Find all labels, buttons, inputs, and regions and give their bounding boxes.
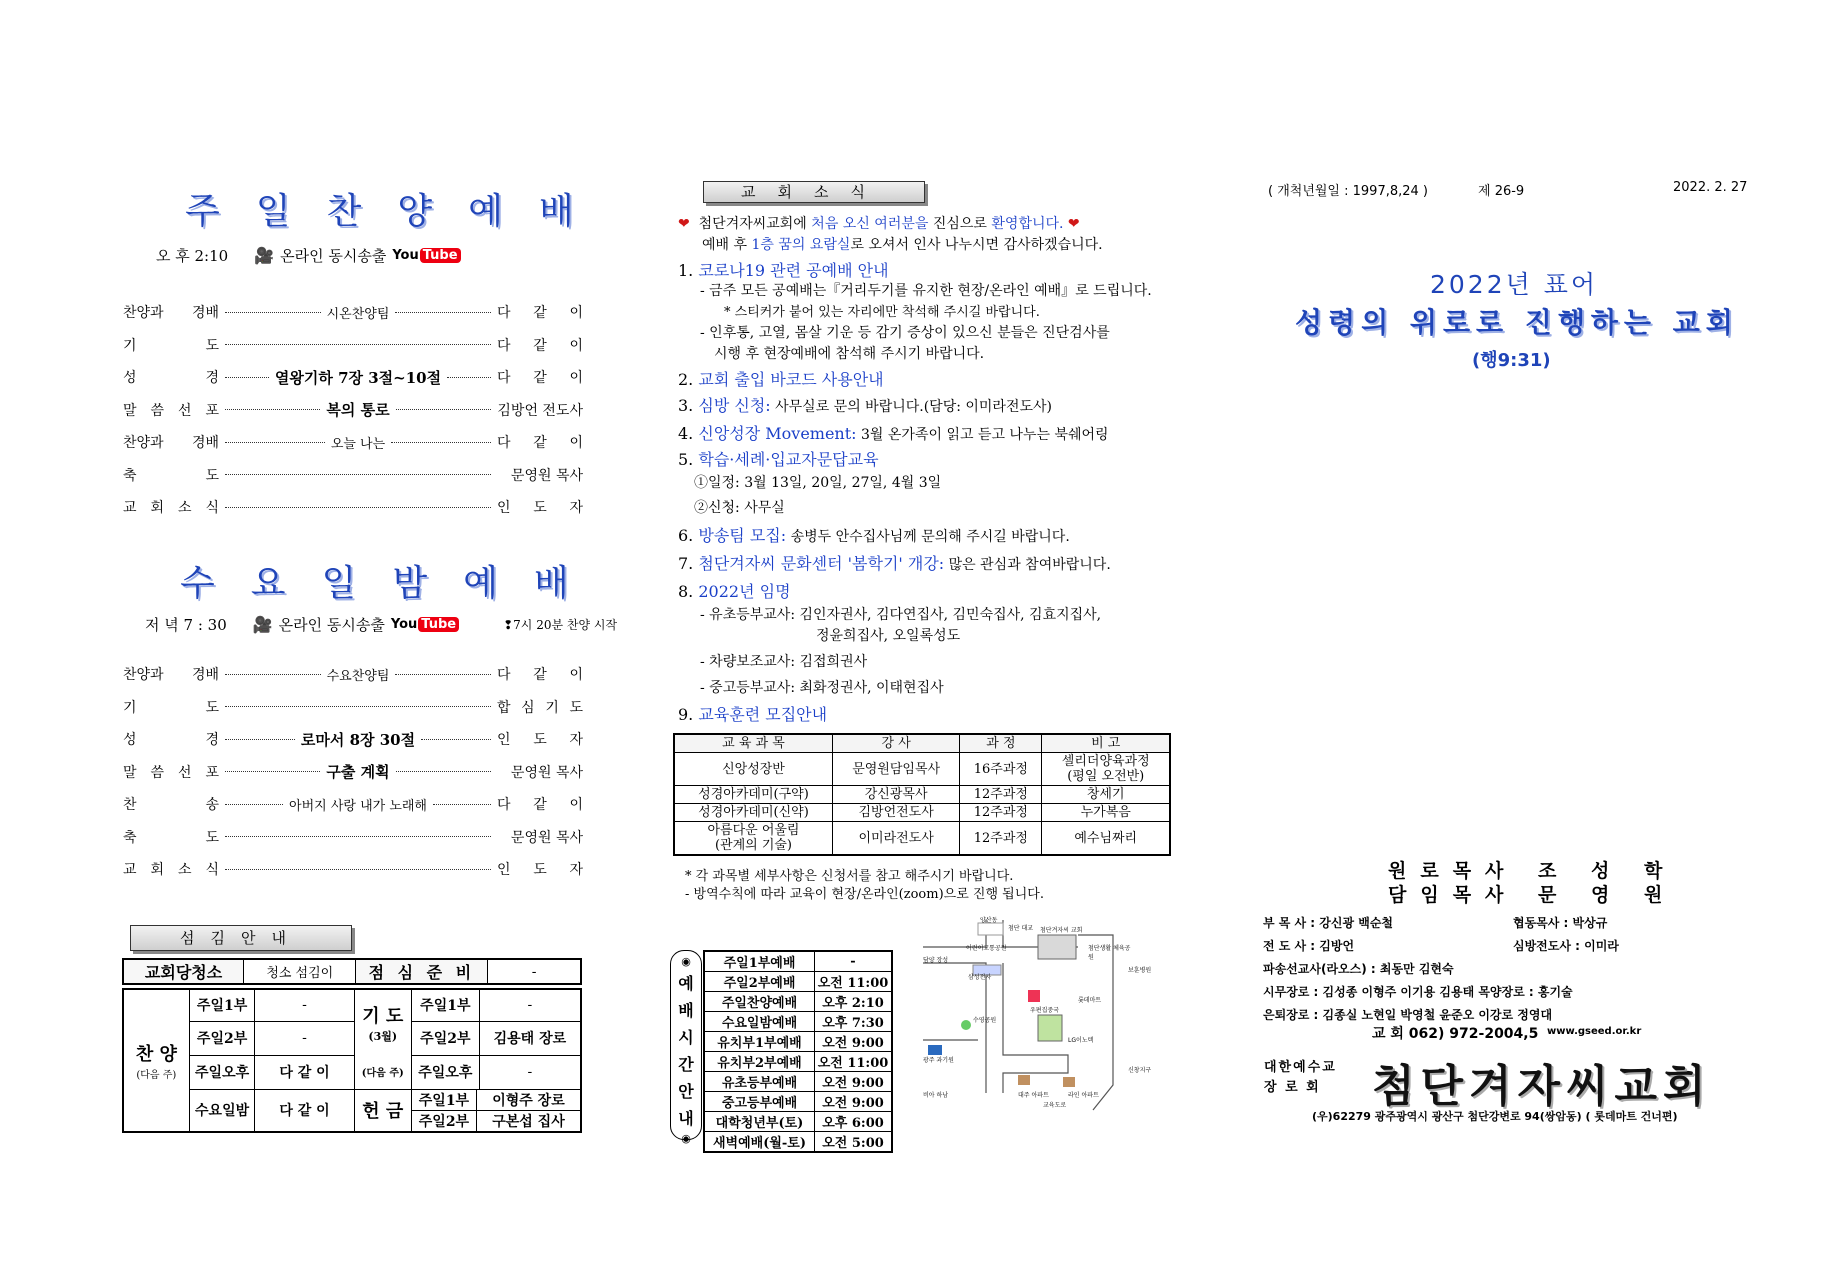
prayer-who: 김용태 장로 — [479, 1021, 581, 1055]
order-leader: 다 같 이 — [497, 337, 583, 354]
order-content: 수요찬양팀 — [326, 668, 390, 684]
education-header-cell: 강 사 — [832, 734, 959, 753]
order-label: 찬양과 경배 — [123, 305, 219, 322]
lunch-value: - — [488, 959, 581, 984]
order-leader: 다 같 이 — [497, 667, 584, 684]
news-item-8-a: - 유초등부교사: 김인자권사, 김다연집사, 김민숙집사, 김효지집사, — [700, 607, 1102, 623]
map-label: 우편집중국 — [1030, 1007, 1059, 1014]
worship-time: 오전 11:00 — [815, 1052, 893, 1072]
map-label: 양산동 — [980, 917, 998, 924]
lunch-label: 점 심 준 비 — [356, 959, 488, 984]
education-cell: 김방언전도사 — [832, 804, 959, 822]
worship-time-row — [704, 1032, 892, 1052]
map-label: 보훈병원 — [1128, 967, 1152, 974]
praise-who: - — [255, 1021, 354, 1055]
worship-name: 유초등부예배 — [704, 1072, 815, 1092]
map-label: 라인 아파트 — [1068, 1092, 1099, 1099]
worship-times-table — [703, 950, 893, 1153]
education-table — [673, 733, 1171, 856]
map-label: 첨단겨자씨 교회 — [1040, 927, 1083, 934]
sunday-service-title: 주일찬양예배 — [185, 191, 610, 232]
education-cell: 예수님짜리 — [1042, 822, 1170, 856]
heart-icon: ❤ — [1067, 216, 1080, 232]
education-cell: 성경아카데미(신약) — [674, 804, 832, 822]
denomination: 대한예수교 장 로 회 — [1264, 1060, 1337, 1095]
map-label: 첨단 대교 — [1008, 925, 1034, 932]
education-header-cell: 비 고 — [1042, 734, 1170, 753]
wednesday-time-line — [145, 614, 617, 635]
praise-when: 주일1부 — [189, 989, 255, 1021]
worship-time: - — [815, 951, 893, 972]
education-note-b: - 방역수칙에 따라 교육이 현장/온라인(zoom)으로 진행 됩니다. — [685, 887, 1044, 902]
education-cell: 신앙성장반 — [674, 753, 832, 786]
staff-entry: 부 목 사 : 강신광 백순철 — [1263, 916, 1394, 930]
praise-when: 수요일밤 — [189, 1089, 255, 1132]
news-item-7: 7. 첨단겨자씨 문화센터 '봄학기' 개강: 많은 관심과 참여바랍니다. — [678, 554, 1111, 573]
education-header-cell: 교 육 과 목 — [674, 734, 832, 753]
map-label: 광주 과기원 — [923, 1057, 954, 1064]
news-item-4: 4. 신앙성장 Movement: 3월 온가족이 읽고 듣고 나누는 북쉐어링 — [678, 424, 1109, 443]
news-item-3: 3. 심방 신청: 사무실로 문의 바랍니다.(담당: 이미라전도사) — [678, 396, 1052, 415]
issue-number: 제 26-9 — [1478, 184, 1525, 199]
cleaning-label: 교회당청소 — [123, 959, 244, 984]
church-address: (우)62279 광주광역시 광산구 첨단강변로 94(쌍암동) ( 롯데마트 건너편) — [1312, 1110, 1678, 1123]
staff-row — [1263, 958, 1703, 981]
news-item-1-d: 시행 후 현장예배에 참석해 주시기 바랍니다. — [714, 346, 985, 362]
news-item-8-b: 정윤희집사, 오일록성도 — [816, 628, 961, 644]
bullet-icon: ◉ — [681, 1132, 691, 1145]
worship-time-row — [704, 951, 892, 972]
news-item-8-d: - 중고등부교사: 최화정권사, 이태현집사 — [700, 680, 944, 696]
map-label: 담양 장성 — [923, 957, 949, 964]
senior-pastor: 담임목사 문 영 원 — [1388, 884, 1677, 906]
order-label: 찬양과 경배 — [123, 667, 219, 684]
worship-time: 오전 9:00 — [815, 1072, 893, 1092]
education-cell: 누가복음 — [1042, 804, 1170, 822]
order-row — [123, 394, 583, 427]
order-row — [123, 853, 583, 886]
order-leader: 문영원 목사 — [510, 467, 583, 484]
worship-time-row — [704, 1012, 892, 1032]
worship-name: 주일2부예배 — [704, 972, 815, 992]
news-item-8-c: - 차량보조교사: 김접희권사 — [700, 654, 868, 670]
order-label: 기 도 — [123, 699, 219, 716]
news-body — [678, 214, 1188, 725]
order-leader: 다 같 이 — [497, 797, 584, 814]
worship-time-row — [704, 992, 892, 1012]
map-label: 롯데마트 — [1078, 997, 1102, 1004]
praise-start-note: ❢7시 20분 찬양 시작 — [503, 618, 618, 632]
order-leader: 다 같 이 — [497, 435, 583, 452]
staff-entry: 은퇴장로 : 김종실 노현일 박영철 윤준오 이강로 정영대 — [1263, 1008, 1553, 1022]
offering-when: 주일2부 — [412, 1110, 477, 1131]
map-label: 교육도로 — [1043, 1102, 1067, 1109]
offering-when: 주일1부 — [412, 1090, 477, 1111]
news-item-5-a: ①일정: 3월 13일, 20일, 27일, 4월 3일 — [694, 475, 942, 491]
wednesday-time: 저 녁 7 : 30 — [145, 616, 227, 634]
worship-name: 대학청년부(토) — [704, 1112, 815, 1132]
news-item-6: 6. 방송팀 모집: 송병두 안수집사님께 문의해 주시길 바랍니다. — [678, 526, 1070, 545]
founded-date: ( 개척년월일 : 1997,8,24 ) — [1268, 184, 1429, 199]
order-leader: 다 같 이 — [497, 305, 584, 322]
worship-name: 새벽예배(월-토) — [704, 1132, 815, 1153]
staff-entry: 파송선교사(라오스) : 최동만 김현숙 — [1263, 962, 1454, 976]
order-row — [123, 296, 583, 329]
cleaning-lunch-table — [122, 958, 582, 985]
order-label: 찬 송 — [123, 797, 219, 814]
order-label: 기 도 — [123, 337, 219, 354]
order-content: 복의 통로 — [326, 401, 390, 420]
worship-name: 유치부1부예배 — [704, 1032, 815, 1052]
education-cell: 16주과정 — [960, 753, 1042, 786]
offering-label: 헌 금 — [354, 1089, 411, 1132]
prayer-when: 주일오후 — [411, 1055, 479, 1089]
news-item-5-b: ②신청: 사무실 — [694, 500, 785, 516]
order-label: 성 경 — [123, 732, 219, 749]
map-label: 대주 아파트 — [1018, 1092, 1049, 1099]
worship-name: 수요일밤예배 — [704, 1012, 815, 1032]
heart-icon: ❤ — [678, 216, 690, 232]
worship-time: 오전 11:00 — [815, 972, 893, 992]
worship-time: 오전 9:00 — [815, 1032, 893, 1052]
staff-row — [1263, 935, 1703, 958]
staff-row — [1263, 981, 1703, 1004]
praise-when: 주일오후 — [189, 1055, 255, 1089]
worship-name: 유치부2부예배 — [704, 1052, 815, 1072]
order-row — [123, 329, 583, 362]
worship-time-row — [704, 1132, 892, 1153]
youtube-logo-icon: You Tube — [392, 248, 460, 263]
wednesday-order — [123, 658, 583, 886]
order-label: 말 씀 선 포 — [123, 764, 219, 781]
map-label: 삼성전자 — [968, 974, 992, 981]
sunday-stream: 온라인 동시송출 — [280, 247, 387, 265]
welcome-line-2: 예배 후 1층 꿈의 요람실로 오셔서 인사 나누시면 감사하겠습니다. — [702, 237, 1103, 253]
order-row — [123, 658, 583, 691]
news-item-1: 1. 코로나19 관련 공예배 안내 — [678, 261, 889, 280]
order-leader: 다 같 이 — [497, 370, 584, 387]
youtube-logo-icon: You Tube — [391, 617, 459, 632]
map-label: 비아 하남 — [923, 1092, 949, 1099]
order-label: 교 회 소 식 — [123, 862, 219, 879]
prayer-label: 기 도 (3월) — [354, 989, 411, 1055]
motto: 성령의 위로로 진행하는 교회 — [1295, 306, 1739, 339]
order-leader: 인 도 자 — [497, 732, 583, 749]
praise-who: 다 같 이 — [255, 1055, 354, 1089]
order-row — [123, 691, 583, 724]
order-label: 축 도 — [123, 467, 219, 484]
emeritus-pastor: 원로목사 조 성 학 — [1388, 860, 1677, 882]
map-label: 수영공원 — [973, 1017, 997, 1024]
order-label: 교 회 소 식 — [123, 500, 219, 517]
order-content: 오늘 나는 — [330, 436, 386, 452]
worship-time: 오후 7:30 — [815, 1012, 893, 1032]
motto-year: 2022년 표어 — [1430, 270, 1599, 299]
map-label: LG이노텍 — [1068, 1037, 1094, 1044]
education-cell: 셀리더양육과정 (평일 오전반) — [1042, 753, 1170, 786]
order-leader: 인 도 자 — [497, 500, 583, 517]
offering-cell — [411, 1089, 581, 1132]
staff-entry: 심방전도사 : 이미라 — [1513, 939, 1619, 953]
sunday-time: 오 후 2:10 — [156, 247, 229, 265]
education-cell: 성경아카데미(구약) — [674, 786, 832, 804]
education-note-a: * 각 과목별 세부사항은 신청서를 참고 해주시기 바랍니다. — [685, 869, 1014, 884]
wednesday-stream: 온라인 동시송출 — [278, 616, 385, 634]
order-row — [123, 491, 583, 524]
staff-list — [1263, 912, 1703, 1027]
order-row — [123, 756, 583, 789]
order-content: 로마서 8장 30절 — [300, 730, 416, 749]
praise-who: 다 같 이 — [255, 1089, 354, 1132]
prayer-who: - — [479, 989, 581, 1021]
education-header-cell: 과 정 — [960, 734, 1042, 753]
order-row — [123, 361, 583, 394]
worship-time-row — [704, 1052, 892, 1072]
order-row — [123, 723, 583, 756]
worship-time-row — [704, 972, 892, 992]
order-label: 축 도 — [123, 829, 219, 846]
welcome-line: ❤ 첨단겨자씨교회에 처음 오신 여러분을 진심으로 환영합니다. ❤ — [678, 216, 1080, 232]
worship-time: 오후 6:00 — [815, 1112, 893, 1132]
staff-entry: 시무장로 : 김성종 이형주 이기용 김용태 목양장로 : 홍기술 — [1263, 985, 1573, 999]
order-content: 열왕기하 7장 3절~10절 — [274, 368, 442, 387]
order-content: 구출 계획 — [326, 763, 390, 782]
serve-ribbon: 섬김안내 — [130, 925, 352, 951]
order-row — [123, 821, 583, 854]
news-item-1-c: - 인후통, 고열, 몸살 기운 등 감기 증상이 있으신 분들은 진단검사를 — [700, 325, 1110, 341]
education-cell: 12주과정 — [960, 804, 1042, 822]
praise-when: 주일2부 — [189, 1021, 255, 1055]
wednesday-service-title: 수요일밤예배 — [180, 563, 605, 604]
order-row — [123, 788, 583, 821]
staff-row — [1263, 912, 1703, 935]
prayer-who: - — [479, 1055, 581, 1089]
staff-entry: 협동목사 : 박상규 — [1513, 916, 1608, 930]
map-label: 첨단생활 체육공원 — [1088, 945, 1131, 961]
education-cell: 이미라전도사 — [832, 822, 959, 856]
education-cell: 문영원담임목사 — [832, 753, 959, 786]
order-row — [123, 426, 583, 459]
worship-name: 중고등부예배 — [704, 1092, 815, 1112]
sunday-time-line — [156, 245, 461, 266]
education-cell: 12주과정 — [960, 786, 1042, 804]
education-cell: 강신광목사 — [832, 786, 959, 804]
order-label: 말 씀 선 포 — [123, 402, 219, 419]
news-item-1-a: - 금주 모든 공예배는『거리두기를 유지한 현장/온라인 예배』로 드립니다. — [700, 283, 1152, 299]
times-side-text: 예 배 시 간 안 내 — [678, 974, 694, 1128]
order-leader: 문영원 목사 — [510, 764, 583, 781]
camera-icon: 🎥 — [252, 615, 273, 634]
prayer-next: (다음 주) — [354, 1055, 411, 1089]
worship-time-row — [704, 1112, 892, 1132]
map-label: 어린이교통공원 — [966, 945, 1007, 952]
order-leader: 문영원 목사 — [510, 829, 583, 846]
map-label: 신창지구 — [1128, 1067, 1152, 1074]
map-labels — [918, 915, 1178, 1115]
order-content: 시온찬양팀 — [326, 306, 390, 322]
church-name: 첨단겨자씨교회 — [1372, 1061, 1712, 1112]
church-website: www.gseed.or.kr — [1547, 1026, 1642, 1037]
worship-time: 오전 5:00 — [815, 1132, 893, 1153]
news-ribbon: 교회소식 — [703, 181, 925, 203]
staff-entry: 전 도 사 : 김방언 — [1263, 939, 1355, 953]
news-item-8: 8. 2022년 임명 — [678, 582, 791, 601]
prayer-when: 주일2부 — [411, 1021, 479, 1055]
worship-time-row — [704, 1092, 892, 1112]
news-item-5: 5. 학습·세례·입교자문답교육 — [678, 450, 879, 469]
worship-name: 주일1부예배 — [704, 951, 815, 972]
education-notes — [685, 868, 1044, 904]
education-cell: 12주과정 — [960, 822, 1042, 856]
sunday-order — [123, 296, 583, 524]
bulletin-date: 2022. 2. 27 — [1673, 180, 1748, 195]
worship-time-row — [704, 1072, 892, 1092]
education-cell: 아름다운 어울림 (관계의 기술) — [674, 822, 832, 856]
offering-who: 이형주 장로 — [476, 1090, 580, 1111]
cleaning-value: 청소 섬김이 — [244, 959, 356, 984]
praise-who: - — [255, 989, 354, 1021]
offering-who: 구본섭 집사 — [476, 1110, 580, 1131]
worship-time: 오전 9:00 — [815, 1092, 893, 1112]
serve-table — [122, 988, 582, 1133]
news-item-1-b: * 스티커가 붙어 있는 자리에만 착석해 주시길 바랍니다. — [724, 305, 1040, 320]
news-item-2: 2. 교회 출입 바코드 사용안내 — [678, 370, 884, 389]
church-phone: 교 회 062) 972-2004,5 — [1372, 1026, 1539, 1042]
motto-reference: (행9:31) — [1472, 350, 1551, 371]
bullet-icon: ◉ — [681, 955, 691, 968]
order-label: 성 경 — [123, 370, 219, 387]
worship-time: 오후 2:10 — [815, 992, 893, 1012]
order-row — [123, 459, 583, 492]
education-cell: 창세기 — [1042, 786, 1170, 804]
order-leader: 인 도 자 — [497, 862, 583, 879]
order-content: 아버지 사랑 내가 노래해 — [289, 798, 427, 814]
news-item-9: 9. 교육훈련 모집안내 — [678, 705, 828, 724]
praise-label: 찬 양 (다음 주) — [123, 989, 189, 1132]
camera-icon: 🎥 — [254, 246, 275, 265]
prayer-when: 주일1부 — [411, 989, 479, 1021]
order-leader: 합 심 기 도 — [497, 699, 583, 716]
order-label: 찬양과 경배 — [123, 435, 219, 452]
order-leader: 김방언 전도사 — [497, 402, 583, 419]
worship-name: 주일찬양예배 — [704, 992, 815, 1012]
times-side-label — [670, 950, 702, 1145]
